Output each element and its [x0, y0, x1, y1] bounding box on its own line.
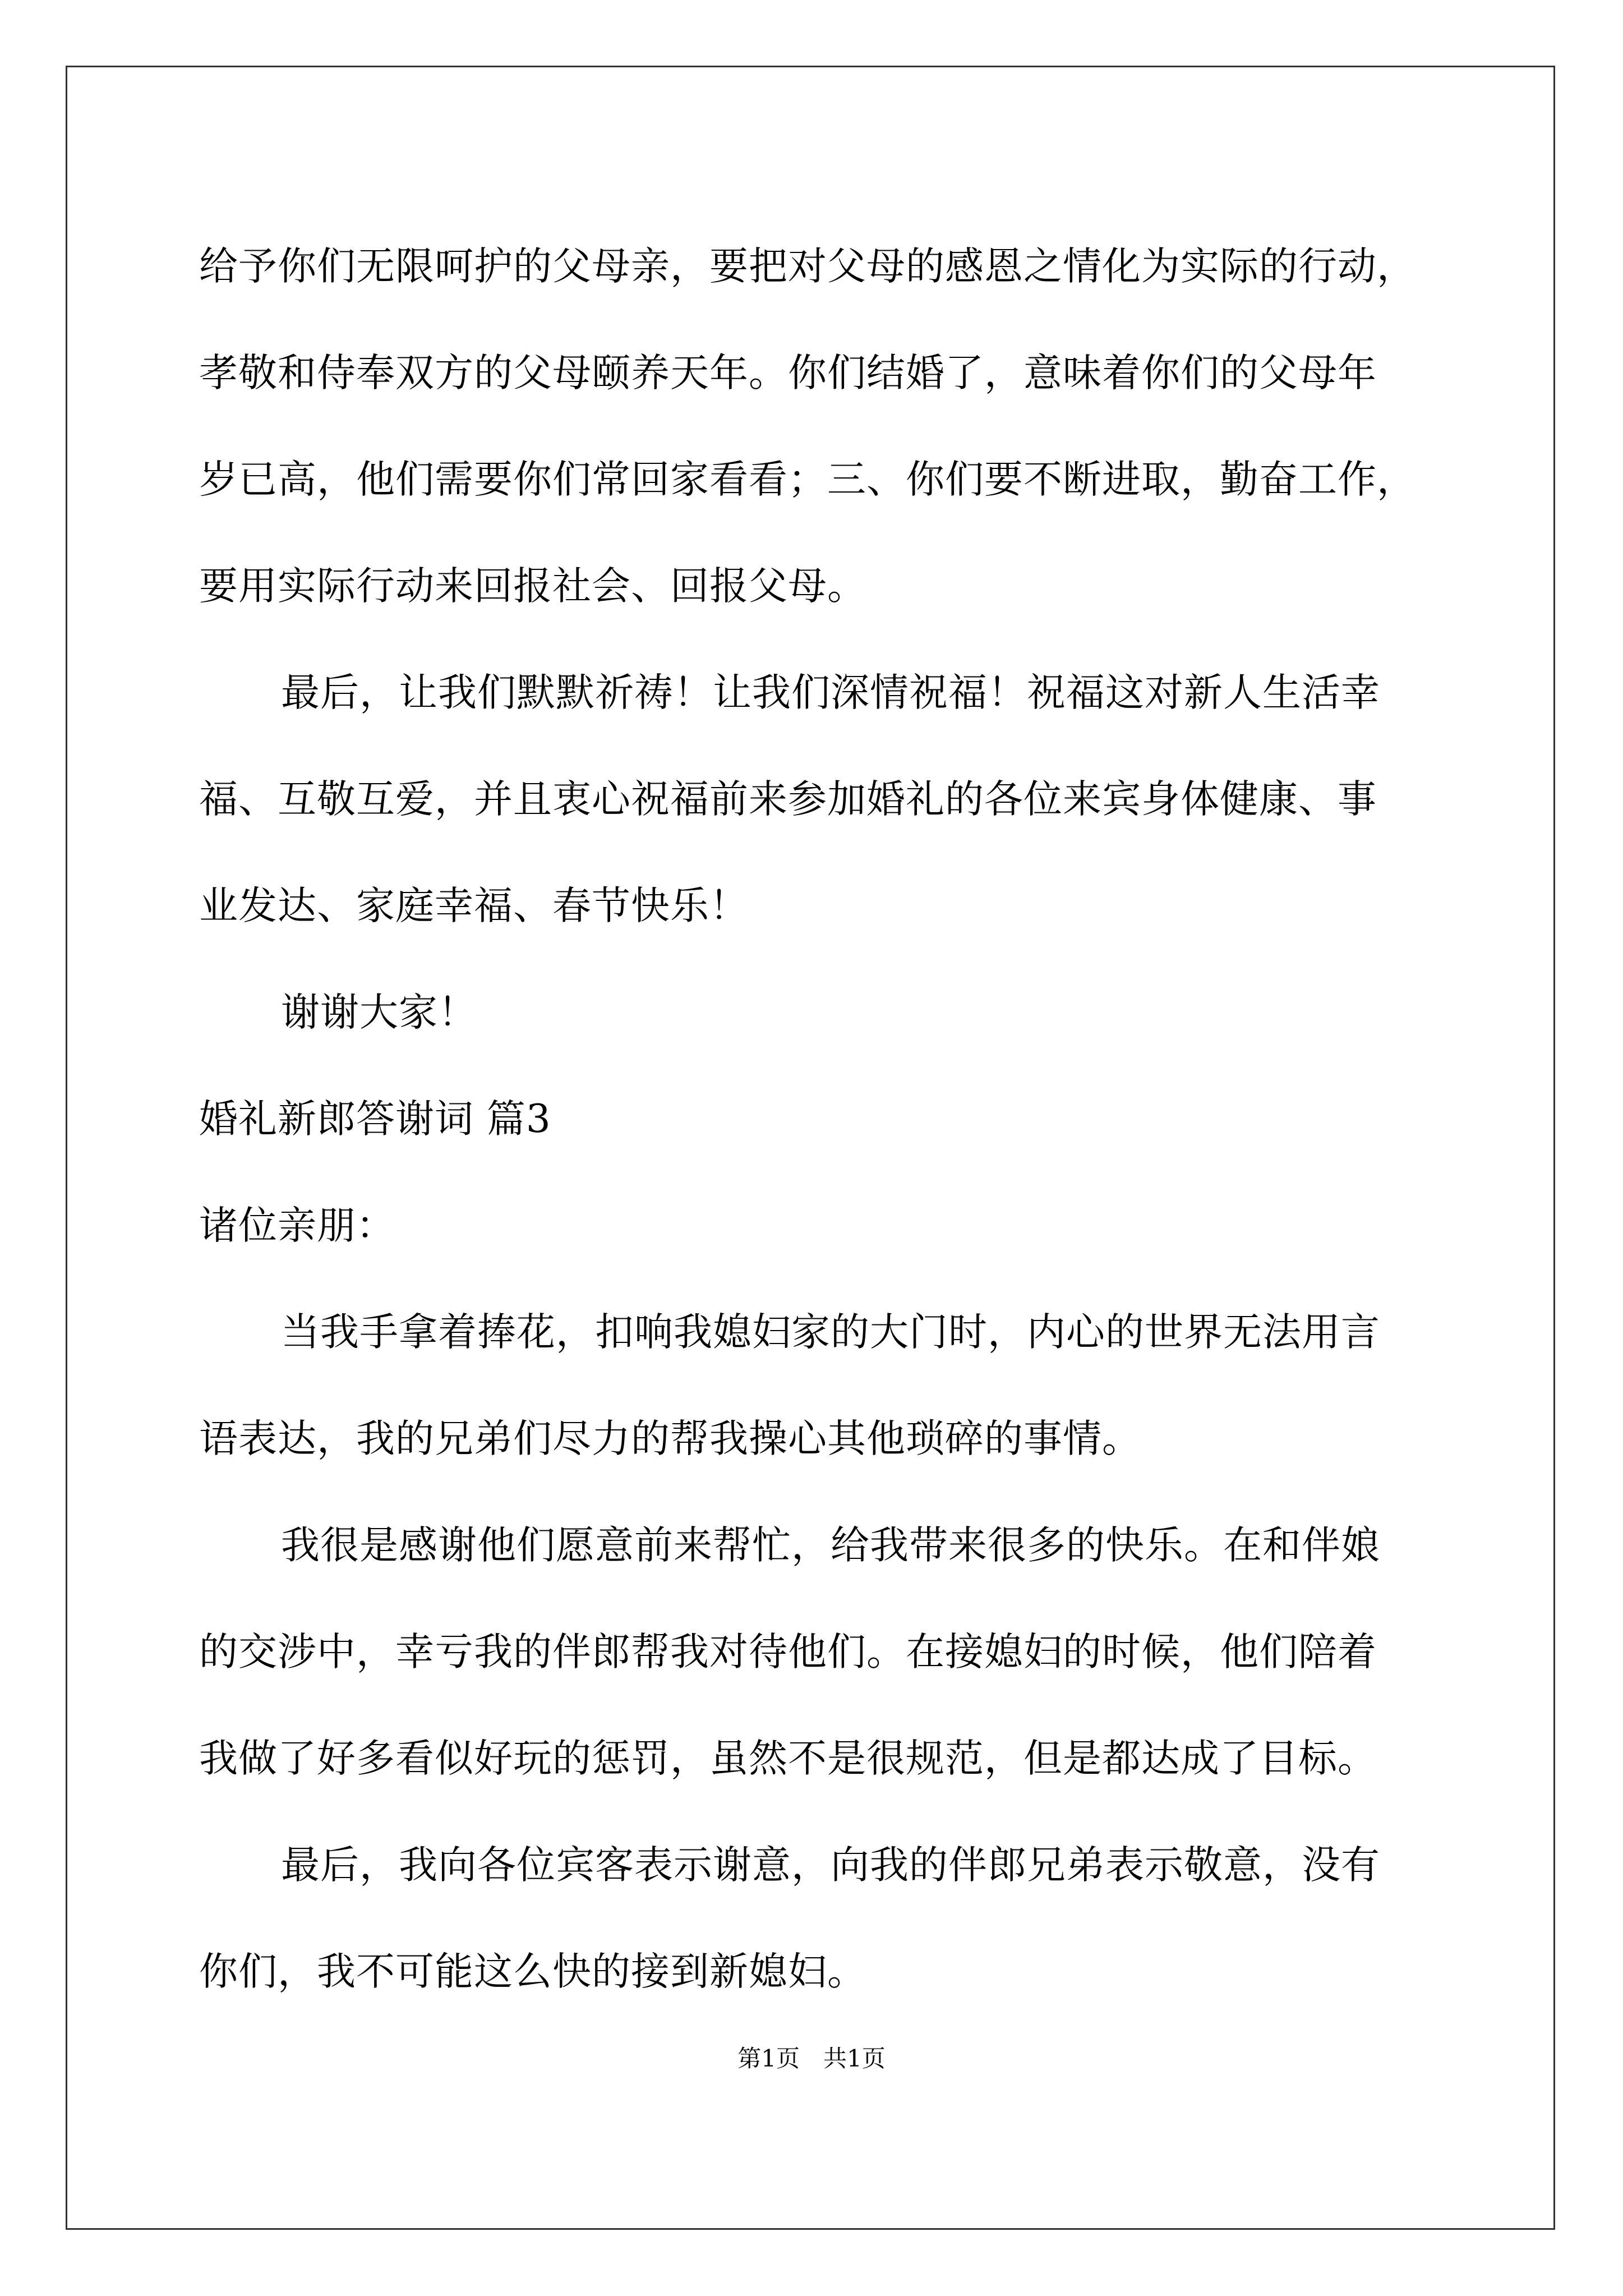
paragraph-start-line: 最后，让我们默默祈祷！让我们深情祝福！祝福这对新人生活幸 — [281, 670, 1380, 715]
document-body — [199, 213, 1467, 2025]
text-line: 业发达、家庭幸福、春节快乐！ — [199, 884, 749, 928]
paragraph-start-line: 我很是感谢他们愿意前来帮忙，给我带来很多的快乐。在和伴娘 — [281, 1523, 1380, 1568]
text-line: 的交涉中，幸亏我的伴郎帮我对待他们。在接媳妇的时候，他们陪着 — [199, 1630, 1377, 1674]
text-line: 给予你们无限呵护的父母亲，要把对父母的感恩之情化为实际的行动， — [199, 244, 1416, 289]
salutation-line: 诸位亲朋： — [199, 1203, 395, 1248]
paragraph-start-line: 当我手拿着捧花，扣响我媳妇家的大门时，内心的世界无法用言 — [281, 1310, 1380, 1355]
text-line: 孝敬和侍奉双方的父母颐养天年。你们结婚了，意味着你们的父母年 — [199, 351, 1377, 395]
paragraph-start-line: 最后，我向各位宾客表示谢意，向我的伴郎兄弟表示敬意，没有 — [281, 1843, 1380, 1888]
page-footer: 第1页 共1页 — [737, 2045, 886, 2072]
text-line: 要用实际行动来回报社会、回报父母。 — [199, 564, 866, 609]
text-line: 你们，我不可能这么快的接到新媳妇。 — [199, 1949, 866, 1994]
text-line: 语表达，我的兄弟们尽力的帮我操心其他琐碎的事情。 — [199, 1416, 1141, 1461]
text-line: 我做了好多看似好玩的惩罚，虽然不是很规范，但是都达成了目标。 — [199, 1736, 1377, 1781]
section-heading: 婚礼新郎答谢词 篇3 — [199, 1097, 551, 1142]
text-line: 福、互敬互爱，并且衷心祝福前来参加婚礼的各位来宾身体健康、事 — [199, 777, 1377, 822]
paragraph-start-line: 谢谢大家！ — [281, 990, 477, 1035]
text-line: 岁已高，他们需要你们常回家看看；三、你们要不断进取，勤奋工作， — [199, 457, 1416, 502]
